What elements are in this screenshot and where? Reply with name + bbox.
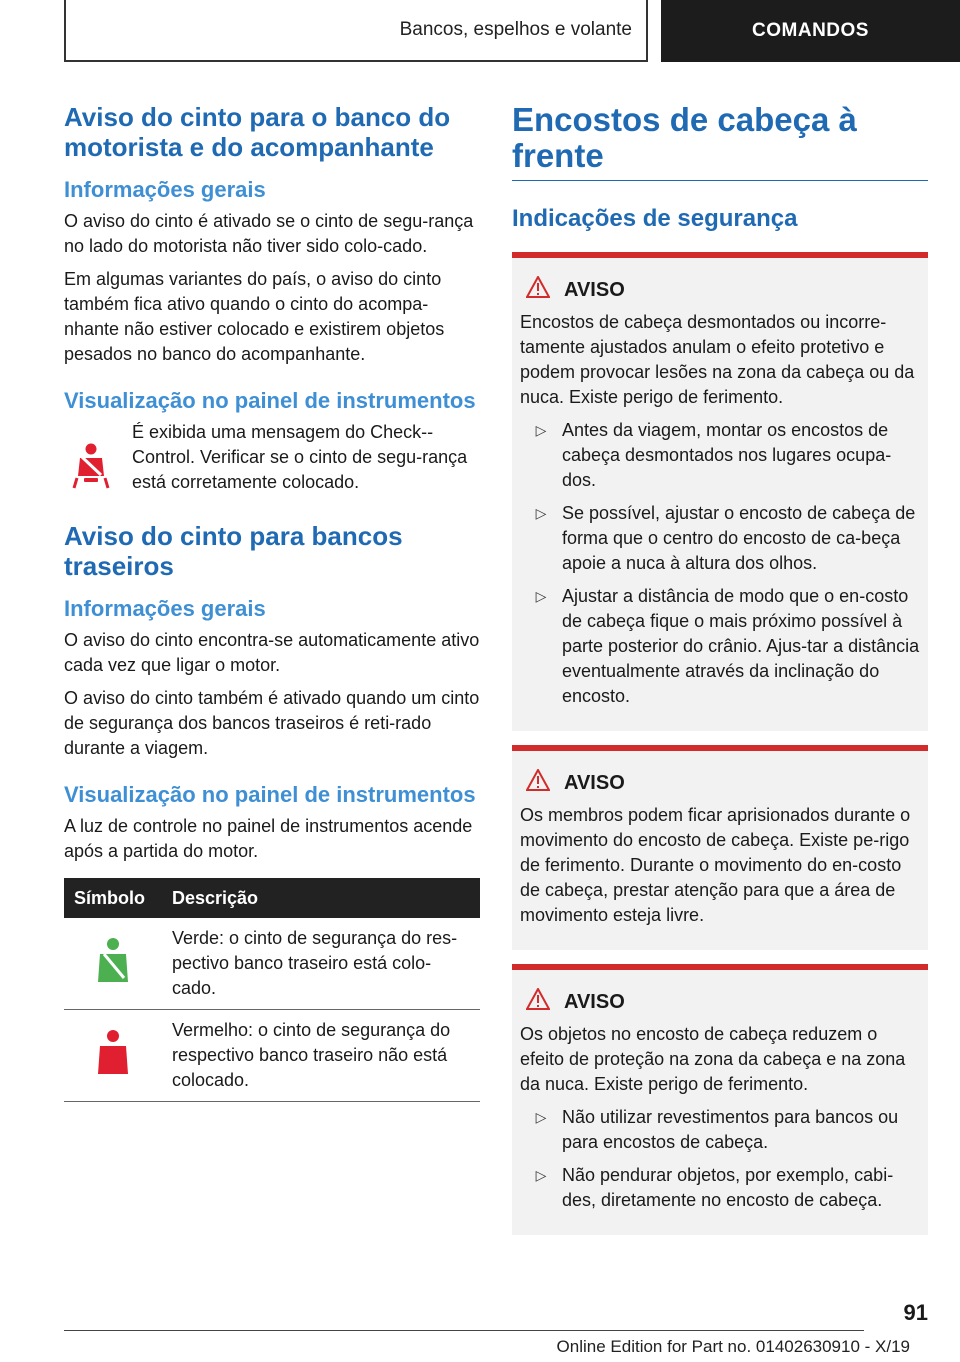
left-column <box>64 102 480 1102</box>
bullet-triangle-icon: ▷ <box>535 1167 547 1183</box>
heading-general-info-2: Informações gerais <box>64 596 266 621</box>
section-title-front-belt: Aviso do cinto para o banco do motorista e do acompanhante <box>64 102 451 162</box>
section-title-rear-belt: Aviso do cinto para bancos traseiros <box>64 521 403 581</box>
table-cell-description: Verde: o cinto de segurança do res-pectivo banco traseiro está colo-cado. <box>162 918 480 1010</box>
paragraph-2: Em algumas variantes do país, o aviso do cinto também fica ativo quando o cinto do acompa-nhante não estiver colocado e existirem objetos pesados no banco do acompanhante. <box>64 269 445 364</box>
warning-triangle-icon <box>526 988 550 1016</box>
warning-label: AVISO <box>564 990 625 1013</box>
warning-text-1: Encostos de cabeça desmontados ou incorre-tamente ajustados anulam o efeito protetivo e podem provocar lesões na zona da cabeça ou da nuca. Existe perigo de ferimento. <box>520 312 915 407</box>
paragraph-4: O aviso do cinto também é ativado quando um cinto de segurança dos bancos traseiros é reti-rado durante a viagem. <box>64 688 480 758</box>
list-item: ▷ Não pendurar objetos, por exemplo, cabi-des, diretamente no encosto de cabeça. <box>520 1163 920 1213</box>
warning-text-2: Os membros podem ficar aprisionados durante o movimento do encosto de cabeça. Existe pe-rigo de ferimento. Durante o movimento do en-costo de cabeça, prestar atenção para que a área de movimento esteja livre. <box>520 805 911 925</box>
paragraph-5: A luz de controle no painel de instrumentos acende após a partida do motor. <box>64 816 473 861</box>
warning-label: AVISO <box>564 278 625 301</box>
heading-general-info-1: Informações gerais <box>64 177 266 202</box>
warning-triangle-icon <box>526 769 550 797</box>
warning-triangle-icon <box>526 276 550 304</box>
footer-divider <box>64 1330 864 1331</box>
heading-safety: Indicações de segurança <box>512 205 798 232</box>
check-control-text: É exibida uma mensagem do Check--Control. Verificar se o cinto de segu-rança está corretamente colocado. <box>132 422 468 492</box>
seatbelt-warning-icon <box>64 420 118 495</box>
table-header-symbol: Símbolo <box>64 878 162 918</box>
table-row <box>64 918 480 1010</box>
paragraph-1: O aviso do cinto é ativado se o cinto de segu-rança no lado do motorista não tiver sido colo-cado. <box>64 211 474 256</box>
header-chapter-tab <box>661 0 960 62</box>
symbol-table <box>64 878 480 1102</box>
right-column <box>512 102 928 1235</box>
heading-dashboard-display-1: Visualização no painel de instrumentos <box>64 388 476 413</box>
list-item: ▷ Se possível, ajustar o encosto de cabeça de forma que o centro do encosto de ca-beça apoie a nuca à altura dos olhos. <box>520 501 920 576</box>
header-section-box <box>64 0 648 62</box>
warning-box-1 <box>512 252 928 731</box>
check-control-message <box>64 420 480 495</box>
list-item: ▷ Não utilizar revestimentos para bancos ou para encostos de cabeça. <box>520 1105 920 1155</box>
table-row <box>64 1010 480 1102</box>
header-chapter-label: COMANDOS <box>752 20 869 41</box>
paragraph-3: O aviso do cinto encontra-se automaticamente ativo cada vez que ligar o motor. <box>64 630 480 675</box>
table-cell-description: Vermelho: o cinto de segurança do respectivo banco traseiro não está colocado. <box>162 1010 480 1102</box>
warning-box-3 <box>512 964 928 1235</box>
table-header-description: Descrição <box>162 878 480 918</box>
green-seatbelt-icon <box>64 918 162 1010</box>
page-number: 91 <box>903 1300 928 1325</box>
bullet-triangle-icon: ▷ <box>535 505 547 521</box>
list-item: ▷ Ajustar a distância de modo que o en-costo de cabeça fique o mais próximo possível à parte posterior do crânio. Ajus-tar a distância eventualmente através da inclinação do encosto. <box>520 584 920 709</box>
warning-text-3: Os objetos no encosto de cabeça reduzem o efeito de proteção na zona da cabeça e na zona da nuca. Existe perigo de ferimento. <box>520 1024 906 1094</box>
footer-edition: Online Edition for Part no. 01402630910 - X/19 <box>556 1337 910 1356</box>
warning-box-2 <box>512 745 928 950</box>
bullet-triangle-icon: ▷ <box>535 1109 547 1125</box>
red-seat-icon <box>64 1010 162 1102</box>
section-title-headrests: Encostos de cabeça à frente <box>512 102 928 181</box>
bullet-triangle-icon: ▷ <box>535 422 547 438</box>
list-item: ▷ Antes da viagem, montar os encostos de cabeça desmontados nos lugares ocupa-dos. <box>520 418 920 493</box>
bullet-triangle-icon: ▷ <box>535 588 547 604</box>
warning-label: AVISO <box>564 771 625 794</box>
header-section-title: Bancos, espelhos e volante <box>399 19 632 40</box>
heading-dashboard-display-2: Visualização no painel de instrumentos <box>64 782 476 807</box>
